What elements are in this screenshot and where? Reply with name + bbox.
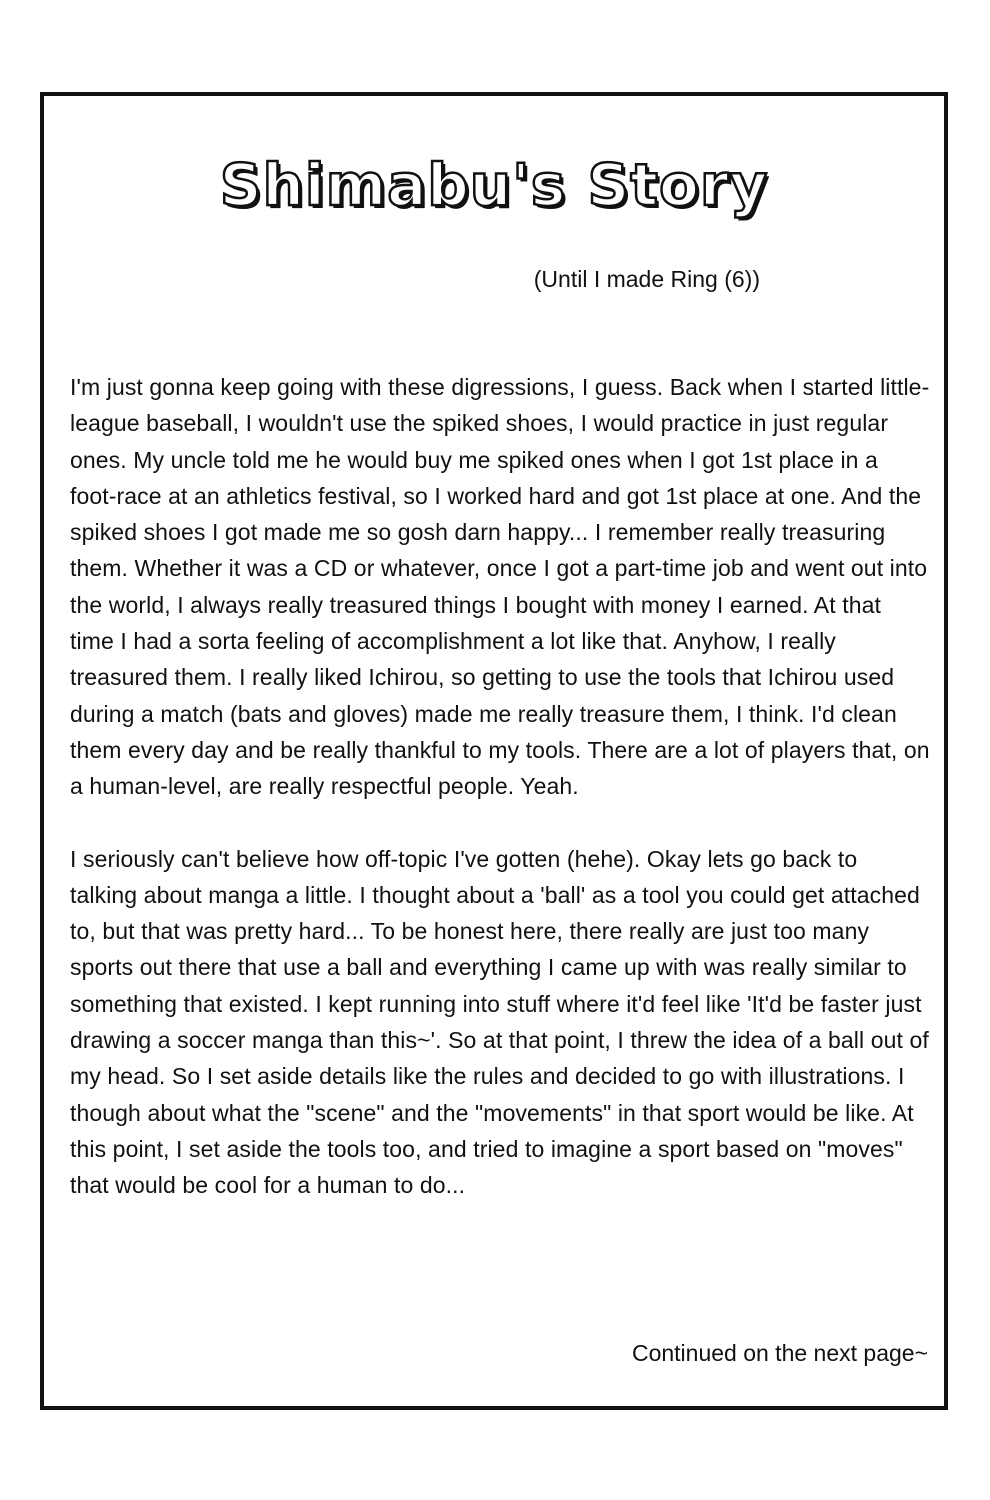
page-title: Shimabu's Story (219, 151, 769, 219)
paragraph: I seriously can't believe how off-topic I've gotten (hehe). Okay lets go back to talking about manga a little. I thought about a 'ball' as a tool you could get attached to, but that was pretty hard... To be honest here, there really are just too many sports out there that use a ball and everything I came up with was really similar to something that existed. I kept running into stuff where it'd feel like 'It'd be faster just drawing a soccer manga than this~'. So at that point, I threw the idea of a ball out of my head. So I set aside details like the rules and decided to go with illustrations. I though about what the "scene" and the "movements" in that sport would be like. At this point, I set aside the tools too, and tried to imagine a sport based on "moves" that would be cool for a human to do... (70, 845, 929, 1199)
subtitle: (Until I made Ring (6)) (533, 266, 760, 292)
paragraph: I'm just gonna keep going with these digressions, I guess. Back when I started little-league baseball, I wouldn't use the spiked shoes, I would practice in just regular ones. My uncle told me he would buy me spiked ones when I got 1st place in a foot-race at an athletics festival, so I worked hard and got 1st place at one. And the spiked shoes I got made me so gosh darn happy... I remember really treasuring them. Whether it was a CD or whatever, once I got a part-time job and went out into the world, I always really treasured things I bought with money I earned. At that time I had a sorta feeling of accomplishment a lot like that. Anyhow, I really treasured them. I really liked Ichirou, so getting to use the tools that Ichirou used during a match (bats and gloves) made me really treasure them, I think. I'd clean them every day and be really thankful to my tools. There are a lot of players that, on a human-level, are really respectful people. Yeah. (70, 374, 930, 800)
continued-note: Continued on the next page~ (631, 1340, 928, 1366)
story-body (70, 369, 930, 1204)
page-frame (40, 92, 948, 1410)
